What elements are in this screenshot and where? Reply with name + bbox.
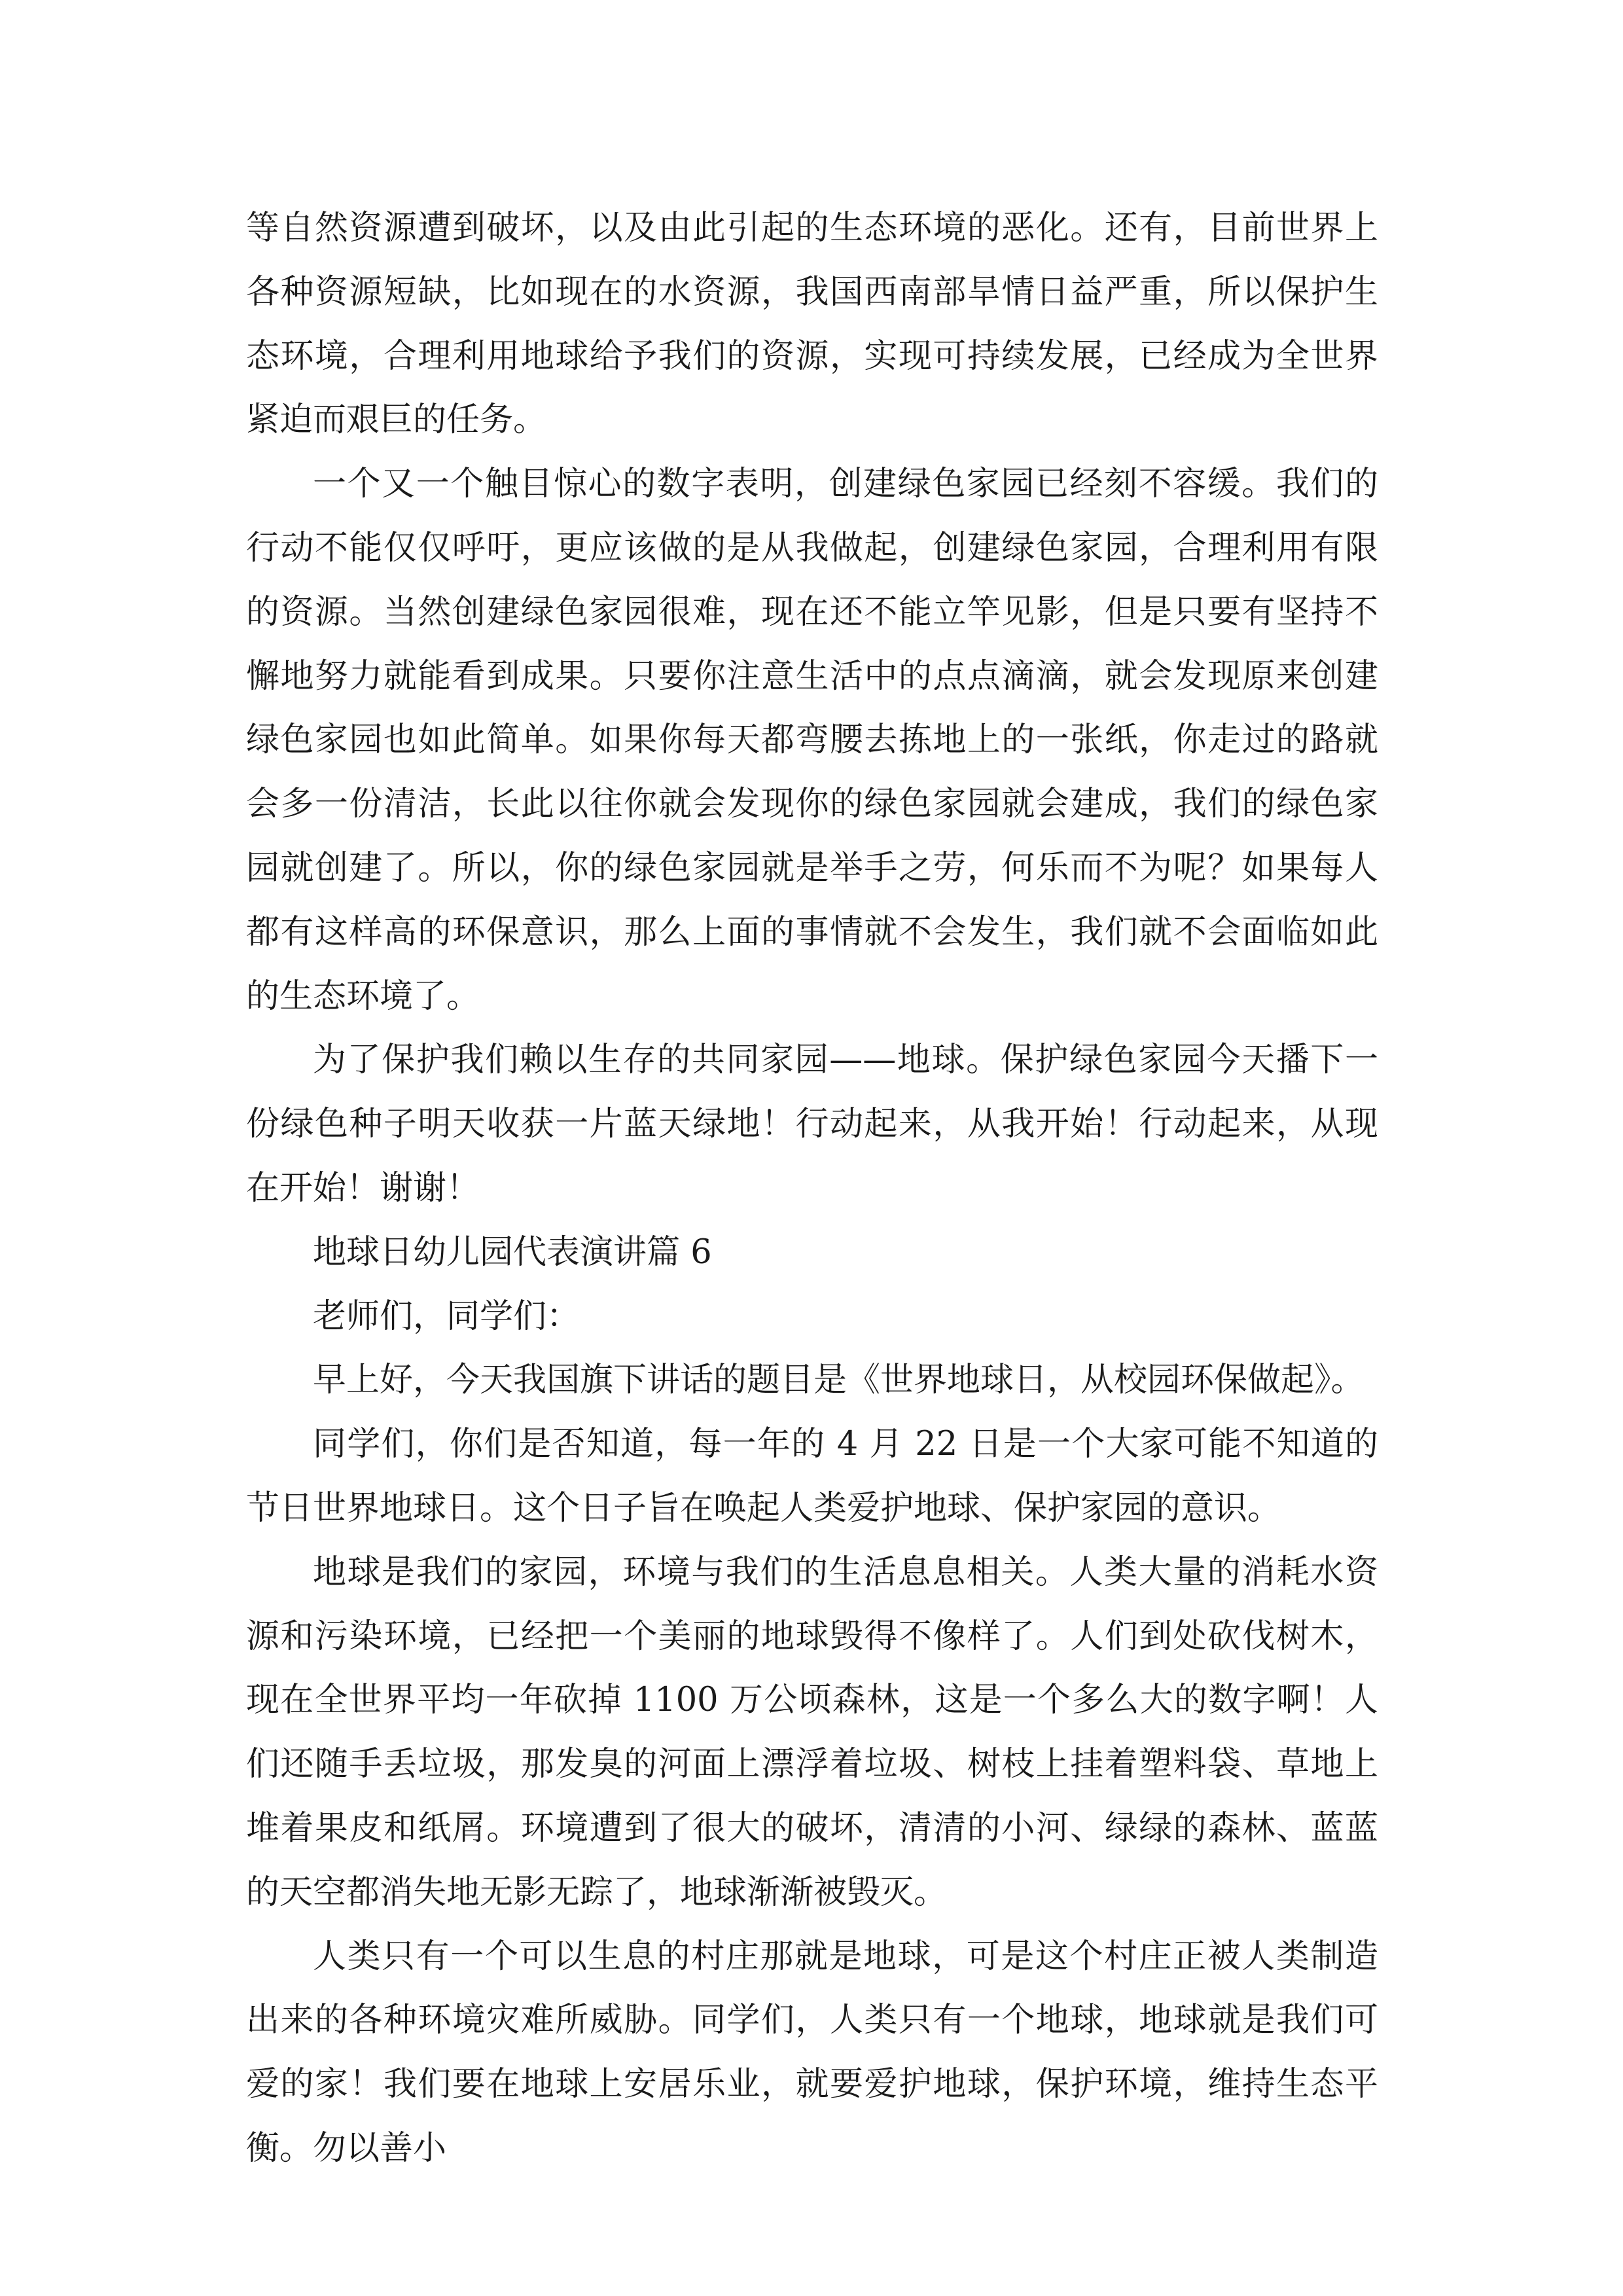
salutation: 老师们，同学们： [313, 1297, 580, 1336]
paragraph-3: 为了保护我们赖以生存的共同家园——地球。保护绿色家园今天播下一份绿色种子明天收获一片蓝天绿地！行动起来，从我开始！行动起来，从现在开始！谢谢！ [246, 1041, 1378, 1208]
paragraph-1: 等自然资源遭到破坏，以及由此引起的生态环境的恶化。还有，目前世界上各种资源短缺，比如现在的水资源，我国西南部旱情日益严重，所以保护生态环境，合理利用地球给予我们的资源，实现可持续发展，已经成为全世界紧迫而艰巨的任务。 [246, 209, 1378, 440]
section-heading: 地球日幼儿园代表演讲篇 6 [313, 1232, 712, 1272]
paragraph-2: 一个又一个触目惊心的数字表明，创建绿色家园已经刻不容缓。我们的行动不能仅仅呼吁，更应该做的是从我做起，创建绿色家园，合理利用有限的资源。当然创建绿色家园很难，现在还不能立竿见影，但是只要有坚持不懈地努力就能看到成果。只要你注意生活中的点点滴滴，就会发现原来创建绿色家园也如此简单。如果你每天都弯腰去拣地上的一张纸，你走过的路就会多一份清洁，长此以往你就会发现你的绿色家园就会建成，我们的绿色家园就创建了。所以，你的绿色家园就是举手之劳，何乐而不为呢？如果每人都有这样高的环保意识，那么上面的事情就不会发生，我们就不会面临如此的生态环境了。 [246, 465, 1378, 1016]
paragraph-village: 人类只有一个可以生息的村庄那就是地球，可是这个村庄正被人类制造出来的各种环境灾难所威胁。同学们，人类只有一个地球，地球就是我们可爱的家！我们要在地球上安居乐业，就要爱护地球，保护环境，维持生态平衡。勿以善小 [246, 1937, 1378, 2168]
document-body [246, 196, 1378, 2181]
paragraph-environment: 地球是我们的家园，环境与我们的生活息息相关。人类大量的消耗水资源和污染环境，已经把一个美丽的地球毁得不像样了。人们到处砍伐树木，现在全世界平均一年砍掉 1100 万公顷森林，这是一个多么大的数字啊！人们还随手丢垃圾，那发臭的河面上漂浮着垃圾、树枝上挂着塑料袋、草地上堆着果皮和纸屑。环境遭到了很大的破坏，清清的小河、绿绿的森林、蓝蓝的天空都消失地无影无踪了，地球渐渐被毁灭。 [246, 1552, 1378, 1912]
paragraph-earth-day: 同学们，你们是否知道，每一年的 4 月 22 日是一个大家可能不知道的节日世界地球日。这个日子旨在唤起人类爱护地球、保护家园的意识。 [246, 1425, 1378, 1528]
paragraph-greeting: 早上好，今天我国旗下讲话的题目是《世界地球日，从校园环保做起》。 [313, 1361, 1364, 1400]
